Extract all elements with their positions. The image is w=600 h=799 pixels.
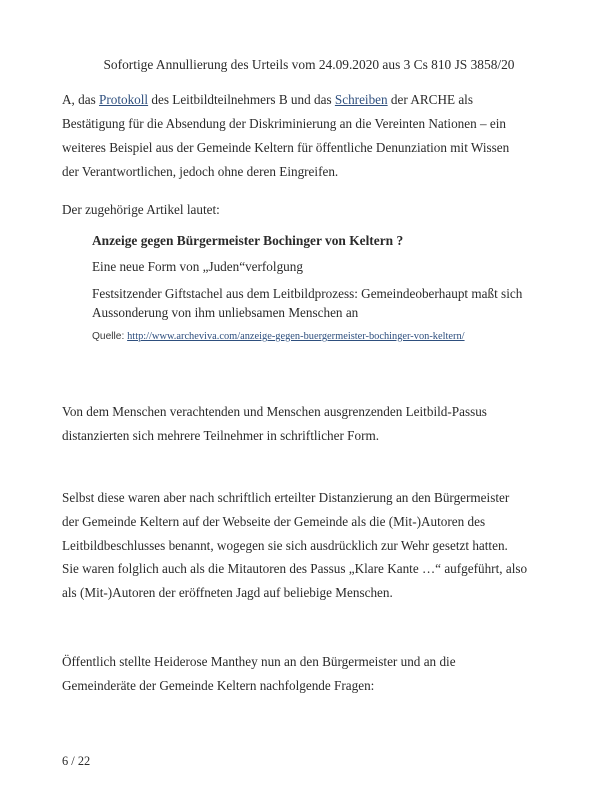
document-title: Sofortige Annullierung des Urteils vom 24.09.2020 aus 3 Cs 810 JS 3858/20 [103,57,515,72]
source-url-link[interactable]: http://www.archeviva.com/anzeige-gegen-buergermeister-bochinger-von-keltern/ [127,331,465,342]
quote-source [92,330,465,344]
para2-line-1: Selbst diese waren aber nach schriftlich erteilter Distanzierung an den Bürgermeister [62,490,510,505]
para1-line-1: Von dem Menschen verachtenden und Menschen ausgrenzenden Leitbild-Passus [62,404,487,419]
schreiben-link[interactable]: Schreiben [334,92,388,107]
quote-subtitle: Eine neue Form von „Juden“verfolgung [92,259,303,274]
intro-line-2: Bestätigung für die Absendung der Diskriminierung an die Vereinten Nationen – ein [62,116,507,131]
intro-line-3: weiteres Beispiel aus der Gemeinde Keltern für öffentliche Denunziation mit Wissen [62,140,510,155]
paragraph-autoren [62,486,562,558]
page-number: 6 / 22 [62,754,91,768]
intro-text-b: des Leitbildteilnehmers B und das [148,92,335,107]
article-intro [62,198,562,222]
paragraph-mitautoren [62,557,562,605]
intro-text-a: A, das [62,92,99,107]
intro-text-c: der ARCHE als [387,92,473,107]
quote-title: Anzeige gegen Bürgermeister Bochinger von Keltern ? [92,233,404,248]
intro-line-1 [62,88,562,112]
paragraph-distanzierung [62,400,562,448]
intro-paragraph [62,88,562,184]
page-header [0,56,600,74]
para3-line-1: Sie waren folglich auch als die Mitautoren des Passus „Klare Kante …“ aufgeführt, also [62,561,528,576]
article-intro-text: Der zugehörige Artikel lautet: [62,202,220,217]
para3-line-2: als (Mit-)Autoren der eröffneten Jagd auf beliebige Menschen. [62,585,393,600]
protokoll-link[interactable]: Protokoll [99,92,149,107]
quote-text-line-1: Festsitzender Giftstachel aus dem Leitbildprozess: Gemeindeoberhaupt maßt sich [92,286,523,301]
intro-line-4: der Verantwortlichen, jedoch ohne deren Eingreifen. [62,164,339,179]
source-label: Quelle: [92,331,128,342]
para4-line-1: Öffentlich stellte Heiderose Manthey nun an den Bürgermeister und an die [62,654,456,669]
para2-line-3: Leitbildbeschlusses benannt, wogegen sie sich ausdrücklich zur Wehr gesetzt hatten. [62,538,508,553]
para2-line-2: der Gemeinde Keltern auf der Webseite der Gemeinde als die (Mit-)Autoren des [62,514,486,529]
paragraph-fragen [62,650,562,698]
quote-text-line-2: Aussonderung von ihm unliebsamen Menschen an [92,305,359,320]
para4-line-2: Gemeinderäte der Gemeinde Keltern nachfolgende Fragen: [62,678,375,693]
para1-line-2: distanzierten sich mehrere Teilnehmer in schriftlicher Form. [62,428,380,443]
